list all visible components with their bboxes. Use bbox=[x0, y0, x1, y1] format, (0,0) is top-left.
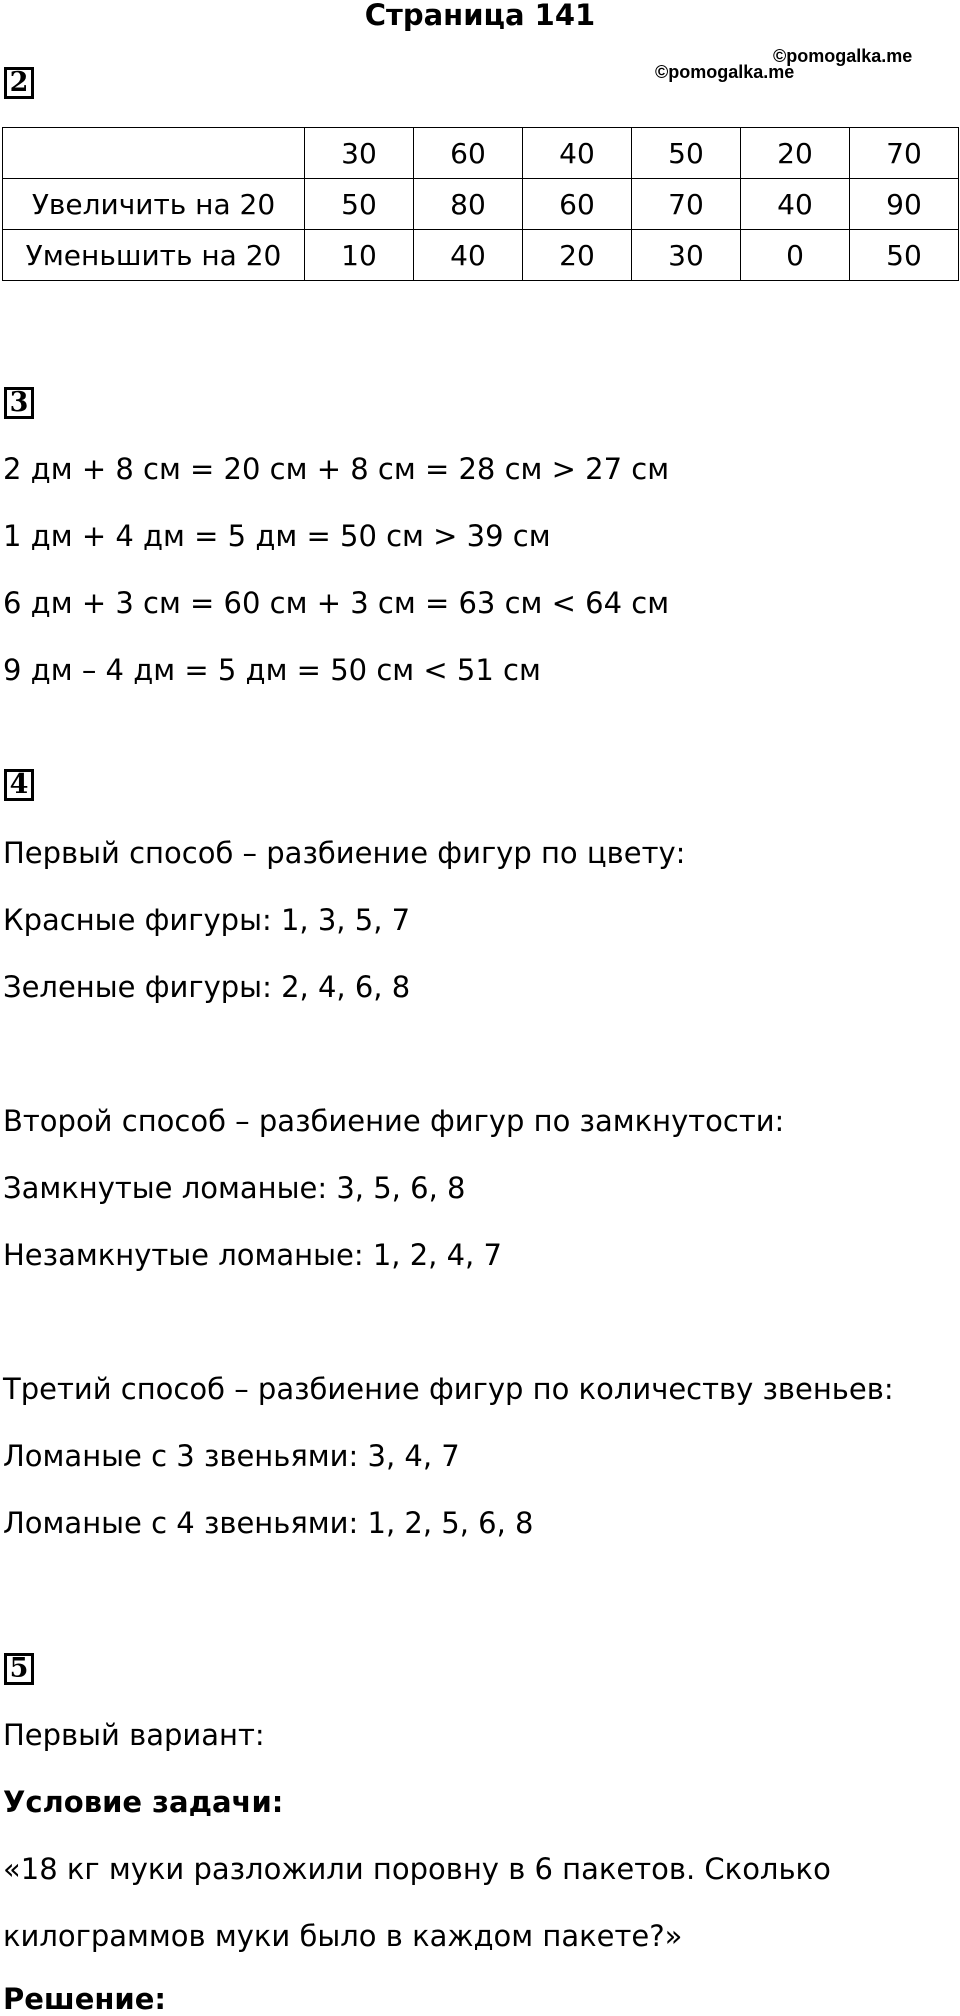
watermark: ©pomogalka.me bbox=[655, 62, 795, 82]
table-cell: 50 bbox=[850, 230, 959, 281]
variant-label: Первый вариант: bbox=[3, 1718, 265, 1752]
table-row-label: Уменьшить на 20 bbox=[3, 230, 305, 281]
table-cell: 10 bbox=[305, 230, 414, 281]
table-cell: 60 bbox=[414, 128, 523, 179]
table-cell: 30 bbox=[632, 230, 741, 281]
table-cell: 30 bbox=[305, 128, 414, 179]
watermark: ©pomogalka.me bbox=[773, 46, 913, 66]
table-cell: 50 bbox=[305, 179, 414, 230]
table-cell: 0 bbox=[741, 230, 850, 281]
comparison-line: 9 дм – 4 дм = 5 дм = 50 см < 51 см bbox=[3, 653, 541, 687]
table-row bbox=[3, 179, 959, 230]
comparison-line: 1 дм + 4 дм = 5 дм = 50 см > 39 см bbox=[3, 519, 551, 553]
task-number-2: 2 bbox=[4, 67, 34, 99]
solution-heading: Решение: bbox=[3, 1982, 167, 2016]
table-cell: 40 bbox=[741, 179, 850, 230]
page-title: Страница 141 bbox=[364, 0, 596, 32]
table-cell bbox=[3, 128, 305, 179]
table-cell: 40 bbox=[414, 230, 523, 281]
condition-heading: Условие задачи: bbox=[3, 1785, 284, 1819]
table-cell: 70 bbox=[632, 179, 741, 230]
condition-text: «18 кг муки разложили поровну в 6 пакетов. Сколько bbox=[3, 1852, 831, 1886]
table-cell: 20 bbox=[741, 128, 850, 179]
comparison-line: 6 дм + 3 см = 60 см + 3 см = 63 см < 64 см bbox=[3, 586, 670, 620]
table-row-label: Увеличить на 20 bbox=[3, 179, 305, 230]
task-number-3: 3 bbox=[4, 387, 34, 419]
table-cell: 60 bbox=[523, 179, 632, 230]
method-heading: Третий способ – разбиение фигур по количеству звеньев: bbox=[3, 1372, 894, 1406]
group-line: Красные фигуры: 1, 3, 5, 7 bbox=[3, 903, 411, 937]
table-header-row bbox=[3, 128, 959, 179]
method-heading: Первый способ – разбиение фигур по цвету: bbox=[3, 836, 686, 870]
table-row bbox=[3, 230, 959, 281]
condition-text: килограммов муки было в каждом пакете?» bbox=[3, 1919, 683, 1953]
task-number-4: 4 bbox=[4, 769, 34, 801]
group-line: Ломаные с 3 звеньями: 3, 4, 7 bbox=[3, 1439, 460, 1473]
numbers-table bbox=[2, 127, 959, 281]
table-cell: 20 bbox=[523, 230, 632, 281]
task-number-5: 5 bbox=[4, 1653, 34, 1685]
method-heading: Второй способ – разбиение фигур по замкнутости: bbox=[3, 1104, 785, 1138]
group-line: Ломаные с 4 звеньями: 1, 2, 5, 6, 8 bbox=[3, 1506, 534, 1540]
comparison-line: 2 дм + 8 см = 20 см + 8 см = 28 см > 27 см bbox=[3, 452, 670, 486]
group-line: Незамкнутые ломаные: 1, 2, 4, 7 bbox=[3, 1238, 502, 1272]
table-cell: 70 bbox=[850, 128, 959, 179]
group-line: Зеленые фигуры: 2, 4, 6, 8 bbox=[3, 970, 411, 1004]
table-cell: 90 bbox=[850, 179, 959, 230]
table-cell: 50 bbox=[632, 128, 741, 179]
group-line: Замкнутые ломаные: 3, 5, 6, 8 bbox=[3, 1171, 466, 1205]
table-cell: 40 bbox=[523, 128, 632, 179]
table-cell: 80 bbox=[414, 179, 523, 230]
